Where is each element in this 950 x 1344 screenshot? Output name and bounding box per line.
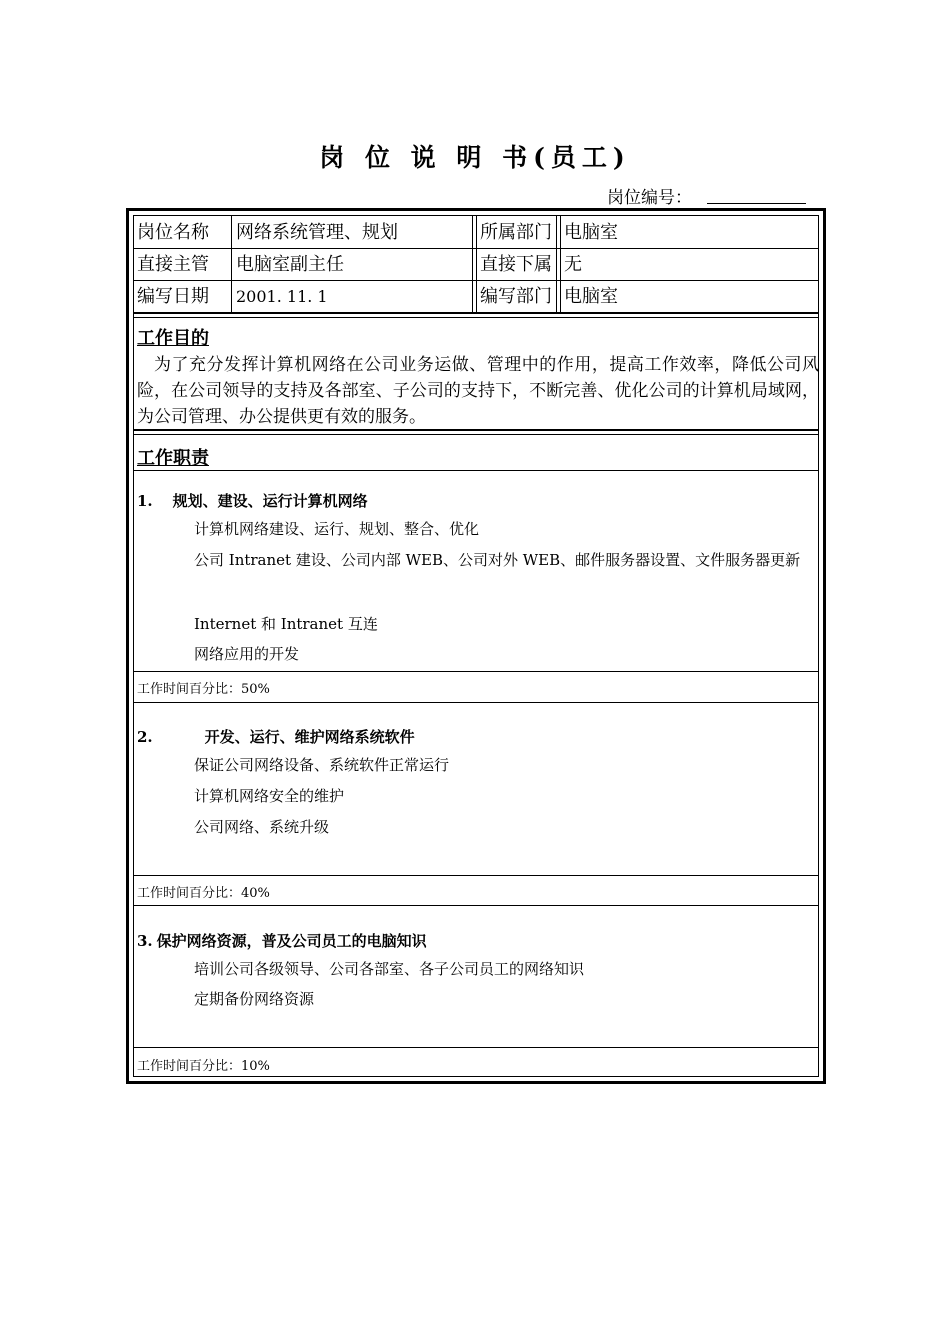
value-supervisor: 电脑室副主任 bbox=[236, 254, 344, 275]
row-divider bbox=[134, 875, 818, 876]
grid-divider bbox=[476, 216, 477, 312]
grid-divider bbox=[560, 216, 561, 312]
duty-item: 计算机网络安全的维护 bbox=[194, 787, 345, 805]
duty-item: 保证公司网络设备、系统软件正常运行 bbox=[194, 756, 450, 774]
row-divider bbox=[134, 470, 818, 471]
duty-number: 3. bbox=[137, 932, 153, 950]
duty-1-heading bbox=[137, 490, 368, 511]
time-percentage: 工作时间百分比：10% bbox=[137, 1059, 270, 1074]
duty-item: 网络应用的开发 bbox=[194, 645, 300, 663]
purpose-heading: 工作目的 bbox=[137, 328, 209, 349]
purpose-text: 为了充分发挥计算机网络在公司业务运做、管理中的作用，提高工作效率，降低公司风险，在公司领导的支持及各部室、子公司的支持下，不断完善、优化公司的计算机局域网，为公司管理、办公提供更有效的服务。 bbox=[137, 355, 819, 427]
row-divider bbox=[134, 1047, 818, 1048]
job-description-table bbox=[126, 208, 826, 1084]
label-department: 所属部门 bbox=[480, 222, 552, 243]
grid-divider bbox=[231, 216, 232, 312]
value-subordinates: 无 bbox=[564, 254, 582, 275]
time-percentage: 工作时间百分比：50% bbox=[137, 682, 270, 697]
label-position-name: 岗位名称 bbox=[137, 222, 209, 243]
table-inner-border bbox=[133, 215, 819, 1077]
duty-item: 计算机网络建设、运行、规划、整合、优化 bbox=[194, 520, 480, 538]
duties-heading: 工作职责 bbox=[137, 448, 209, 469]
grid-row-divider bbox=[134, 248, 818, 249]
value-department: 电脑室 bbox=[564, 222, 618, 243]
duty-number: 1. bbox=[137, 492, 153, 510]
duty-3-heading bbox=[137, 930, 427, 951]
position-number-blank[interactable] bbox=[707, 203, 806, 204]
label-written-date: 编写日期 bbox=[137, 286, 209, 307]
duty-item: 培训公司各级领导、公司各部室、各子公司员工的网络知识 bbox=[194, 960, 585, 978]
duty-title: 开发、运行、维护网络系统软件 bbox=[204, 728, 415, 746]
duty-title: 保护网络资源，普及公司员工的电脑知识 bbox=[156, 932, 427, 950]
label-subordinates: 直接下属 bbox=[480, 254, 552, 275]
duty-item: 定期备份网络资源 bbox=[194, 990, 315, 1008]
duty-item: 公司 Intranet 建设、公司内部 WEB、公司对外 WEB、邮件服务器设置、文件服务器更新 bbox=[194, 551, 801, 569]
value-position-name: 网络系统管理、规划 bbox=[236, 222, 398, 243]
document-title: 岗 位 说 明 书(员工) bbox=[319, 143, 631, 172]
label-supervisor: 直接主管 bbox=[137, 254, 209, 275]
duty-item: Internet 和 Intranet 互连 bbox=[194, 615, 378, 633]
duty-2-heading bbox=[137, 726, 415, 747]
position-number-label: 岗位编号： bbox=[607, 188, 692, 208]
grid-row-divider bbox=[134, 280, 818, 281]
duty-number: 2. bbox=[137, 728, 153, 746]
grid-divider bbox=[556, 216, 557, 312]
row-divider bbox=[134, 671, 818, 672]
duty-item: 公司网络、系统升级 bbox=[194, 818, 330, 836]
section-divider bbox=[134, 429, 818, 435]
row-divider bbox=[134, 702, 818, 703]
value-writing-department: 电脑室 bbox=[564, 286, 618, 307]
duty-title: 规划、建设、运行计算机网络 bbox=[172, 492, 368, 510]
grid-divider bbox=[472, 216, 473, 312]
section-divider bbox=[134, 312, 818, 318]
time-percentage: 工作时间百分比：40% bbox=[137, 886, 270, 901]
value-written-date: 2001. 11. 1 bbox=[236, 287, 328, 306]
row-divider bbox=[134, 905, 818, 906]
label-writing-department: 编写部门 bbox=[480, 286, 552, 307]
